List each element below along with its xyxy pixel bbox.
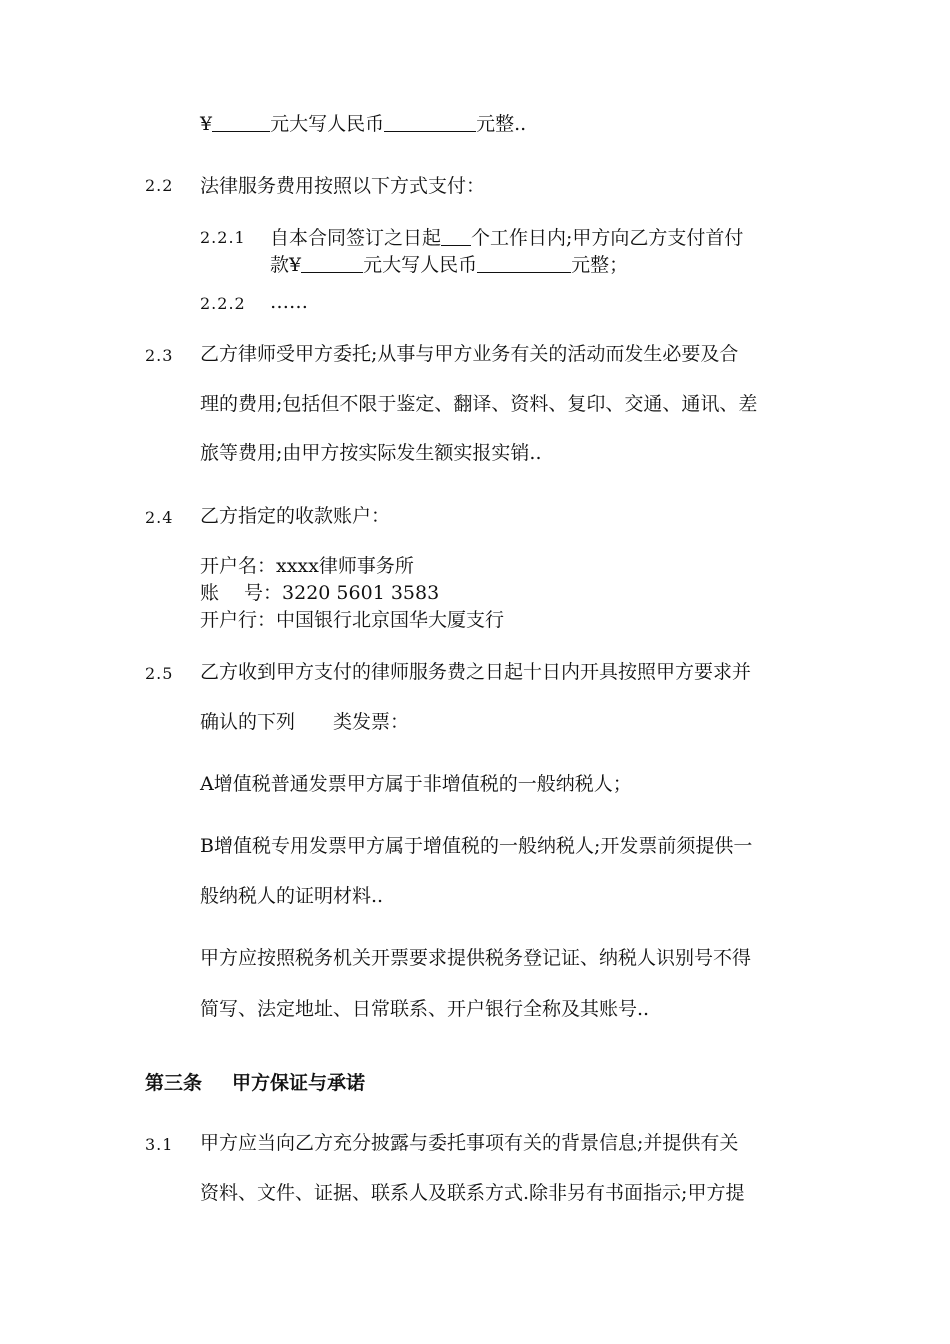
down-payment-blank[interactable] <box>301 254 363 273</box>
article-title: 甲方保证与承诺 <box>232 1072 366 1094</box>
invoice-option-a: A增值税普通发票甲方属于非增值税的一般纳税人； <box>200 773 632 795</box>
clause-number: 2.4 <box>145 508 174 527</box>
subclause-text: 元大写人民币 <box>363 254 478 276</box>
article-label: 第三条 <box>145 1072 203 1094</box>
fee-amount-line <box>200 112 526 136</box>
clause-line: 确认的下列 类发票： <box>200 711 410 733</box>
clause-number: 3.1 <box>145 1135 174 1154</box>
clause-number: 2.3 <box>145 346 174 365</box>
subclause-text: 自本合同签订之日起 <box>270 227 442 249</box>
subclause-text: 款¥ <box>270 254 302 276</box>
account-number: 账 号：3220 5601 3583 <box>200 582 440 604</box>
workdays-blank[interactable] <box>441 227 471 246</box>
yuan-label: 元整.. <box>476 113 527 135</box>
subclause-text: 元整； <box>571 254 629 276</box>
bank-name: 开户行：中国银行北京国华大厦支行 <box>200 609 505 631</box>
invoice-option-b: B增值税专用发票甲方属于增值税的一般纳税人;开发票前须提供一 <box>200 835 753 857</box>
invoice-note: 甲方应按照税务机关开票要求提供税务登记证、纳税人识别号不得 <box>200 947 752 969</box>
clause-line: 旅等费用;由甲方按实际发生额实报实销.. <box>200 442 542 464</box>
clause-number: 2.2 <box>145 176 174 195</box>
subclause-text: …… <box>270 291 308 313</box>
clause-line: 乙方收到甲方支付的律师服务费之日起十日内开具按照甲方要求并 <box>200 661 752 683</box>
clause-line: 乙方律师受甲方委托;从事与甲方业务有关的活动而发生必要及合 <box>200 343 739 365</box>
subclause-line <box>270 253 628 277</box>
clause-line: 资料、文件、证据、联系人及联系方式.除非另有书面指示;甲方提 <box>200 1182 745 1204</box>
clause-text: 法律服务费用按照以下方式支付： <box>200 175 486 197</box>
uppercase-payment-blank[interactable] <box>477 254 571 273</box>
clause-number: 2.5 <box>145 664 174 683</box>
subclause-line <box>270 226 743 250</box>
clause-line: 甲方应当向乙方充分披露与委托事项有关的背景信息;并提供有关 <box>200 1132 739 1154</box>
invoice-note: 简写、法定地址、日常联系、开户银行全称及其账号.. <box>200 998 650 1020</box>
subclause-text: 个工作日内;甲方向乙方支付首付 <box>471 227 744 249</box>
uppercase-amount-blank[interactable] <box>384 113 476 132</box>
amount-blank[interactable] <box>212 113 270 132</box>
clause-text: 乙方指定的收款账户： <box>200 505 391 527</box>
clause-line: 理的费用;包括但不限于鉴定、翻译、资料、复印、交通、通讯、差 <box>200 393 758 415</box>
yen-symbol: ¥ <box>200 113 213 135</box>
subclause-number: 2.2.2 <box>200 294 246 313</box>
account-name: 开户名：xxxx律师事务所 <box>200 555 414 577</box>
invoice-option-b: 般纳税人的证明材料.. <box>200 885 384 907</box>
rmb-uppercase-label: 元大写人民币 <box>270 113 385 135</box>
subclause-number: 2.2.1 <box>200 228 246 247</box>
